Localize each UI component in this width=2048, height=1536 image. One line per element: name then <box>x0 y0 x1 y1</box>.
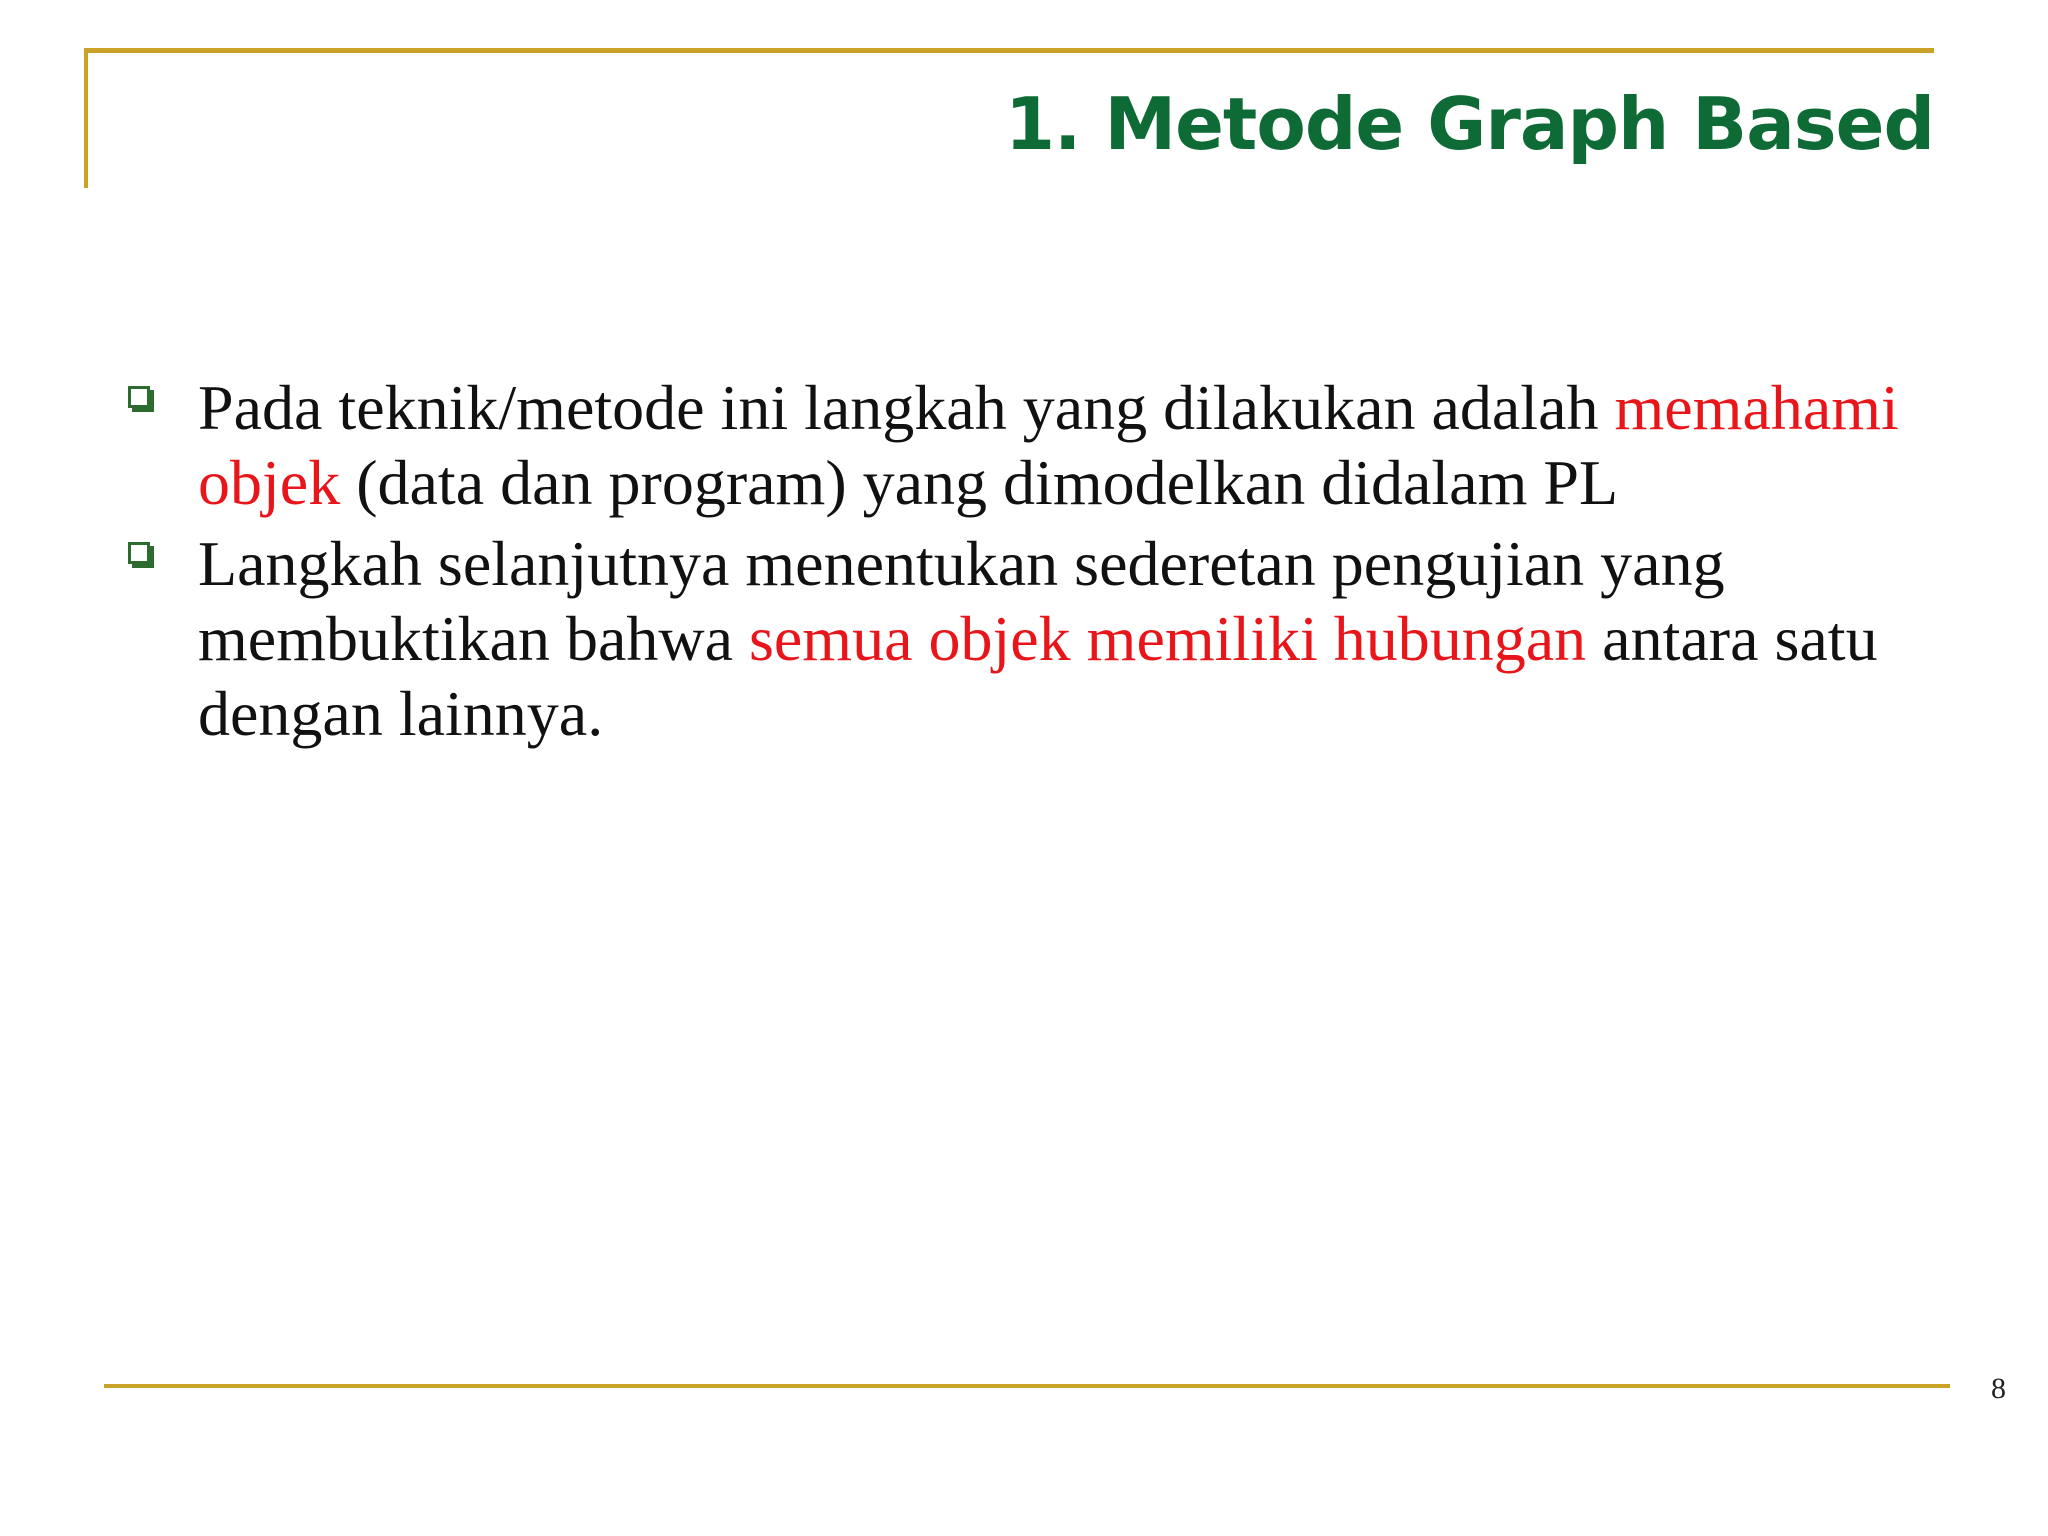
slide-title: 1. Metode Graph Based <box>1004 82 1934 166</box>
bullet-list <box>120 370 1950 757</box>
bullet-text: (data dan program) yang dimodelkan didalam PL <box>340 447 1619 518</box>
bullet-highlight: semua objek memiliki hubungan <box>748 603 1587 674</box>
bullet-text: antara satu dengan lainnya. <box>198 603 1878 749</box>
bullet-text: Pada teknik/metode ini langkah yang dilakukan adalah <box>198 372 1615 443</box>
bottom-rule <box>104 1384 1950 1388</box>
page-number: 8 <box>1991 1372 2006 1405</box>
bullet-text: Langkah selanjutnya menentukan sederetan pengujian yang membuktikan bahwa <box>198 528 1725 674</box>
bullet-item <box>120 526 1950 751</box>
top-rule <box>84 48 1934 53</box>
bullet-highlight: memahami objek <box>198 372 1899 518</box>
checkbox-icon <box>128 542 150 564</box>
bullet-item <box>120 370 1950 520</box>
checkbox-icon <box>128 386 150 408</box>
left-rule <box>84 48 88 188</box>
